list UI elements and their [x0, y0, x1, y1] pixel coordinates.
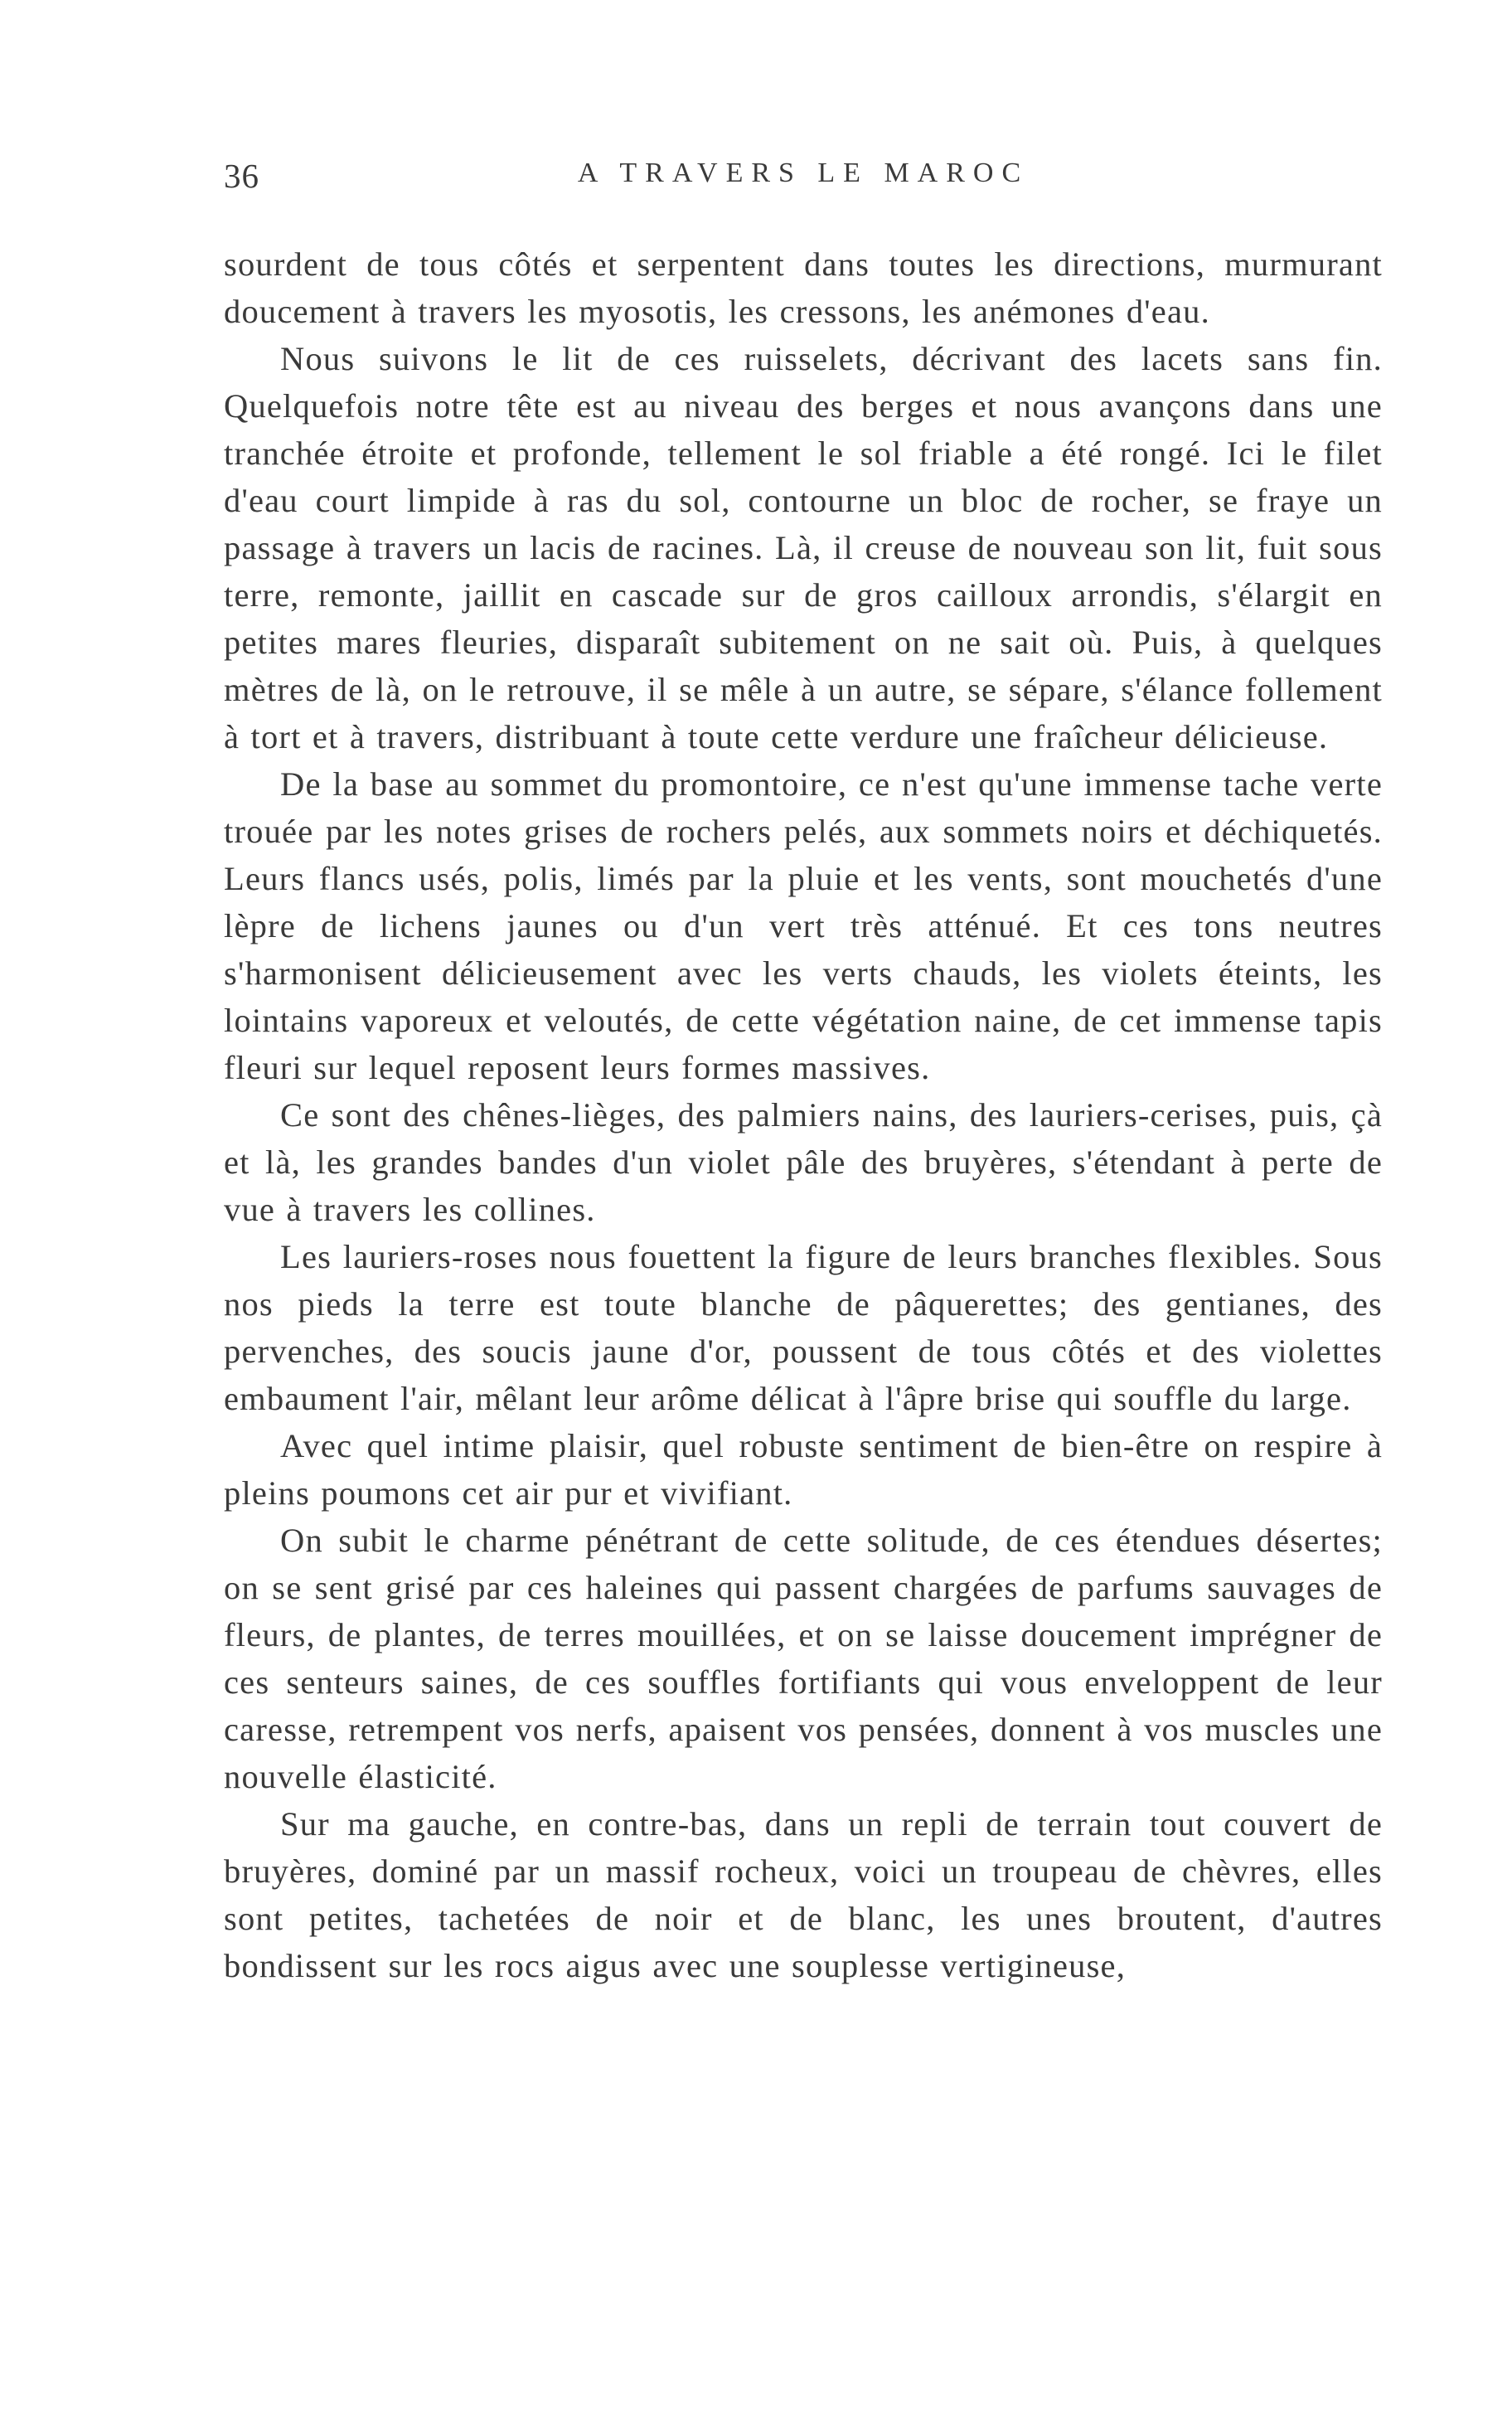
- paragraph: Les lauriers-roses nous fouettent la figure de leurs branches flexibles. Sous nos pieds la terre est toute blanche de pâquerettes; des gentianes, des pervenches, des soucis jaune d'or, poussent de tous côtés et des violettes embaument l'air, mêlant leur arôme délicat à l'âpre brise qui souffle du large.: [224, 1238, 1383, 1417]
- paragraph: Avec quel intime plaisir, quel robuste sentiment de bien-être on respire à pleins poumons cet air pur et vivifiant.: [224, 1427, 1383, 1512]
- paragraph: Sur ma gauche, en contre-bas, dans un repli de terrain tout couvert de bruyères, dominé par un massif rocheux, voici un troupeau de chèvres, elles sont petites, tachetées de noir et de blanc, les unes broutent, d'autres bondissent sur les rocs aigus avec une souplesse vertigineuse,: [224, 1805, 1383, 1984]
- paragraph-continued: sourdent de tous côtés et serpentent dans toutes les directions, murmurant doucement à travers les myosotis, les cressons, les anémones d'eau.: [224, 245, 1383, 330]
- page-number: 36: [224, 157, 259, 195]
- paragraph: Nous suivons le lit de ces ruisselets, décrivant des lacets sans fin. Quelquefois notre tête est au niveau des berges et nous avançons dans une tranchée étroite et profonde, tellement le sol friable a été rongé. Ici le filet d'eau court limpide à ras du sol, contourne un bloc de rocher, se fraye un passage à travers un lacis de racines. Là, il creuse de nouveau son lit, fuit sous terre, remonte, jaillit en cascade sur de gros cailloux arrondis, s'élargit en petites mares fleuries, disparaît subitement on ne sait où. Puis, à quelques mètres de là, on le retrouve, il se mêle à un autre, se sépare, s'élance follement à tort et à travers, distribuant à toute cette verdure une fraîcheur délicieuse.: [224, 340, 1383, 755]
- paragraph: Ce sont des chênes-lièges, des palmiers nains, des lauriers-cerises, puis, çà et là, les grandes bandes d'un violet pâle des bruyères, s'étendant à perte de vue à travers les collines.: [224, 1096, 1383, 1228]
- body-text: [224, 240, 1383, 1989]
- page-header: [224, 156, 1383, 202]
- paragraph: On subit le charme pénétrant de cette solitude, de ces étendues désertes; on se sent grisé par ces haleines qui passent chargées de parfums sauvages de fleurs, de plantes, de terres mouillées, et on se laisse doucement imprégner de ces senteurs saines, de ces souffles fortifiants qui vous enveloppent de leur caresse, retrempent vos nerfs, apaisent vos pensées, donnent à vos muscles une nouvelle élasticité.: [224, 1522, 1383, 1795]
- running-title: A TRAVERS LE MAROC: [577, 158, 1030, 188]
- paragraph: De la base au sommet du promontoire, ce n'est qu'une immense tache verte trouée par les notes grises de rochers pelés, aux sommets noirs et déchiquetés. Leurs flancs usés, polis, limés par la pluie et les vents, sont mouchetés d'une lèpre de lichens jaunes ou d'un vert très atténué. Et ces tons neutres s'harmonisent délicieusement avec les verts chauds, les violets éteints, les lointains vaporeux et veloutés, de cette végétation naine, de cet immense tapis fleuri sur lequel reposent leurs formes massives.: [224, 765, 1383, 1086]
